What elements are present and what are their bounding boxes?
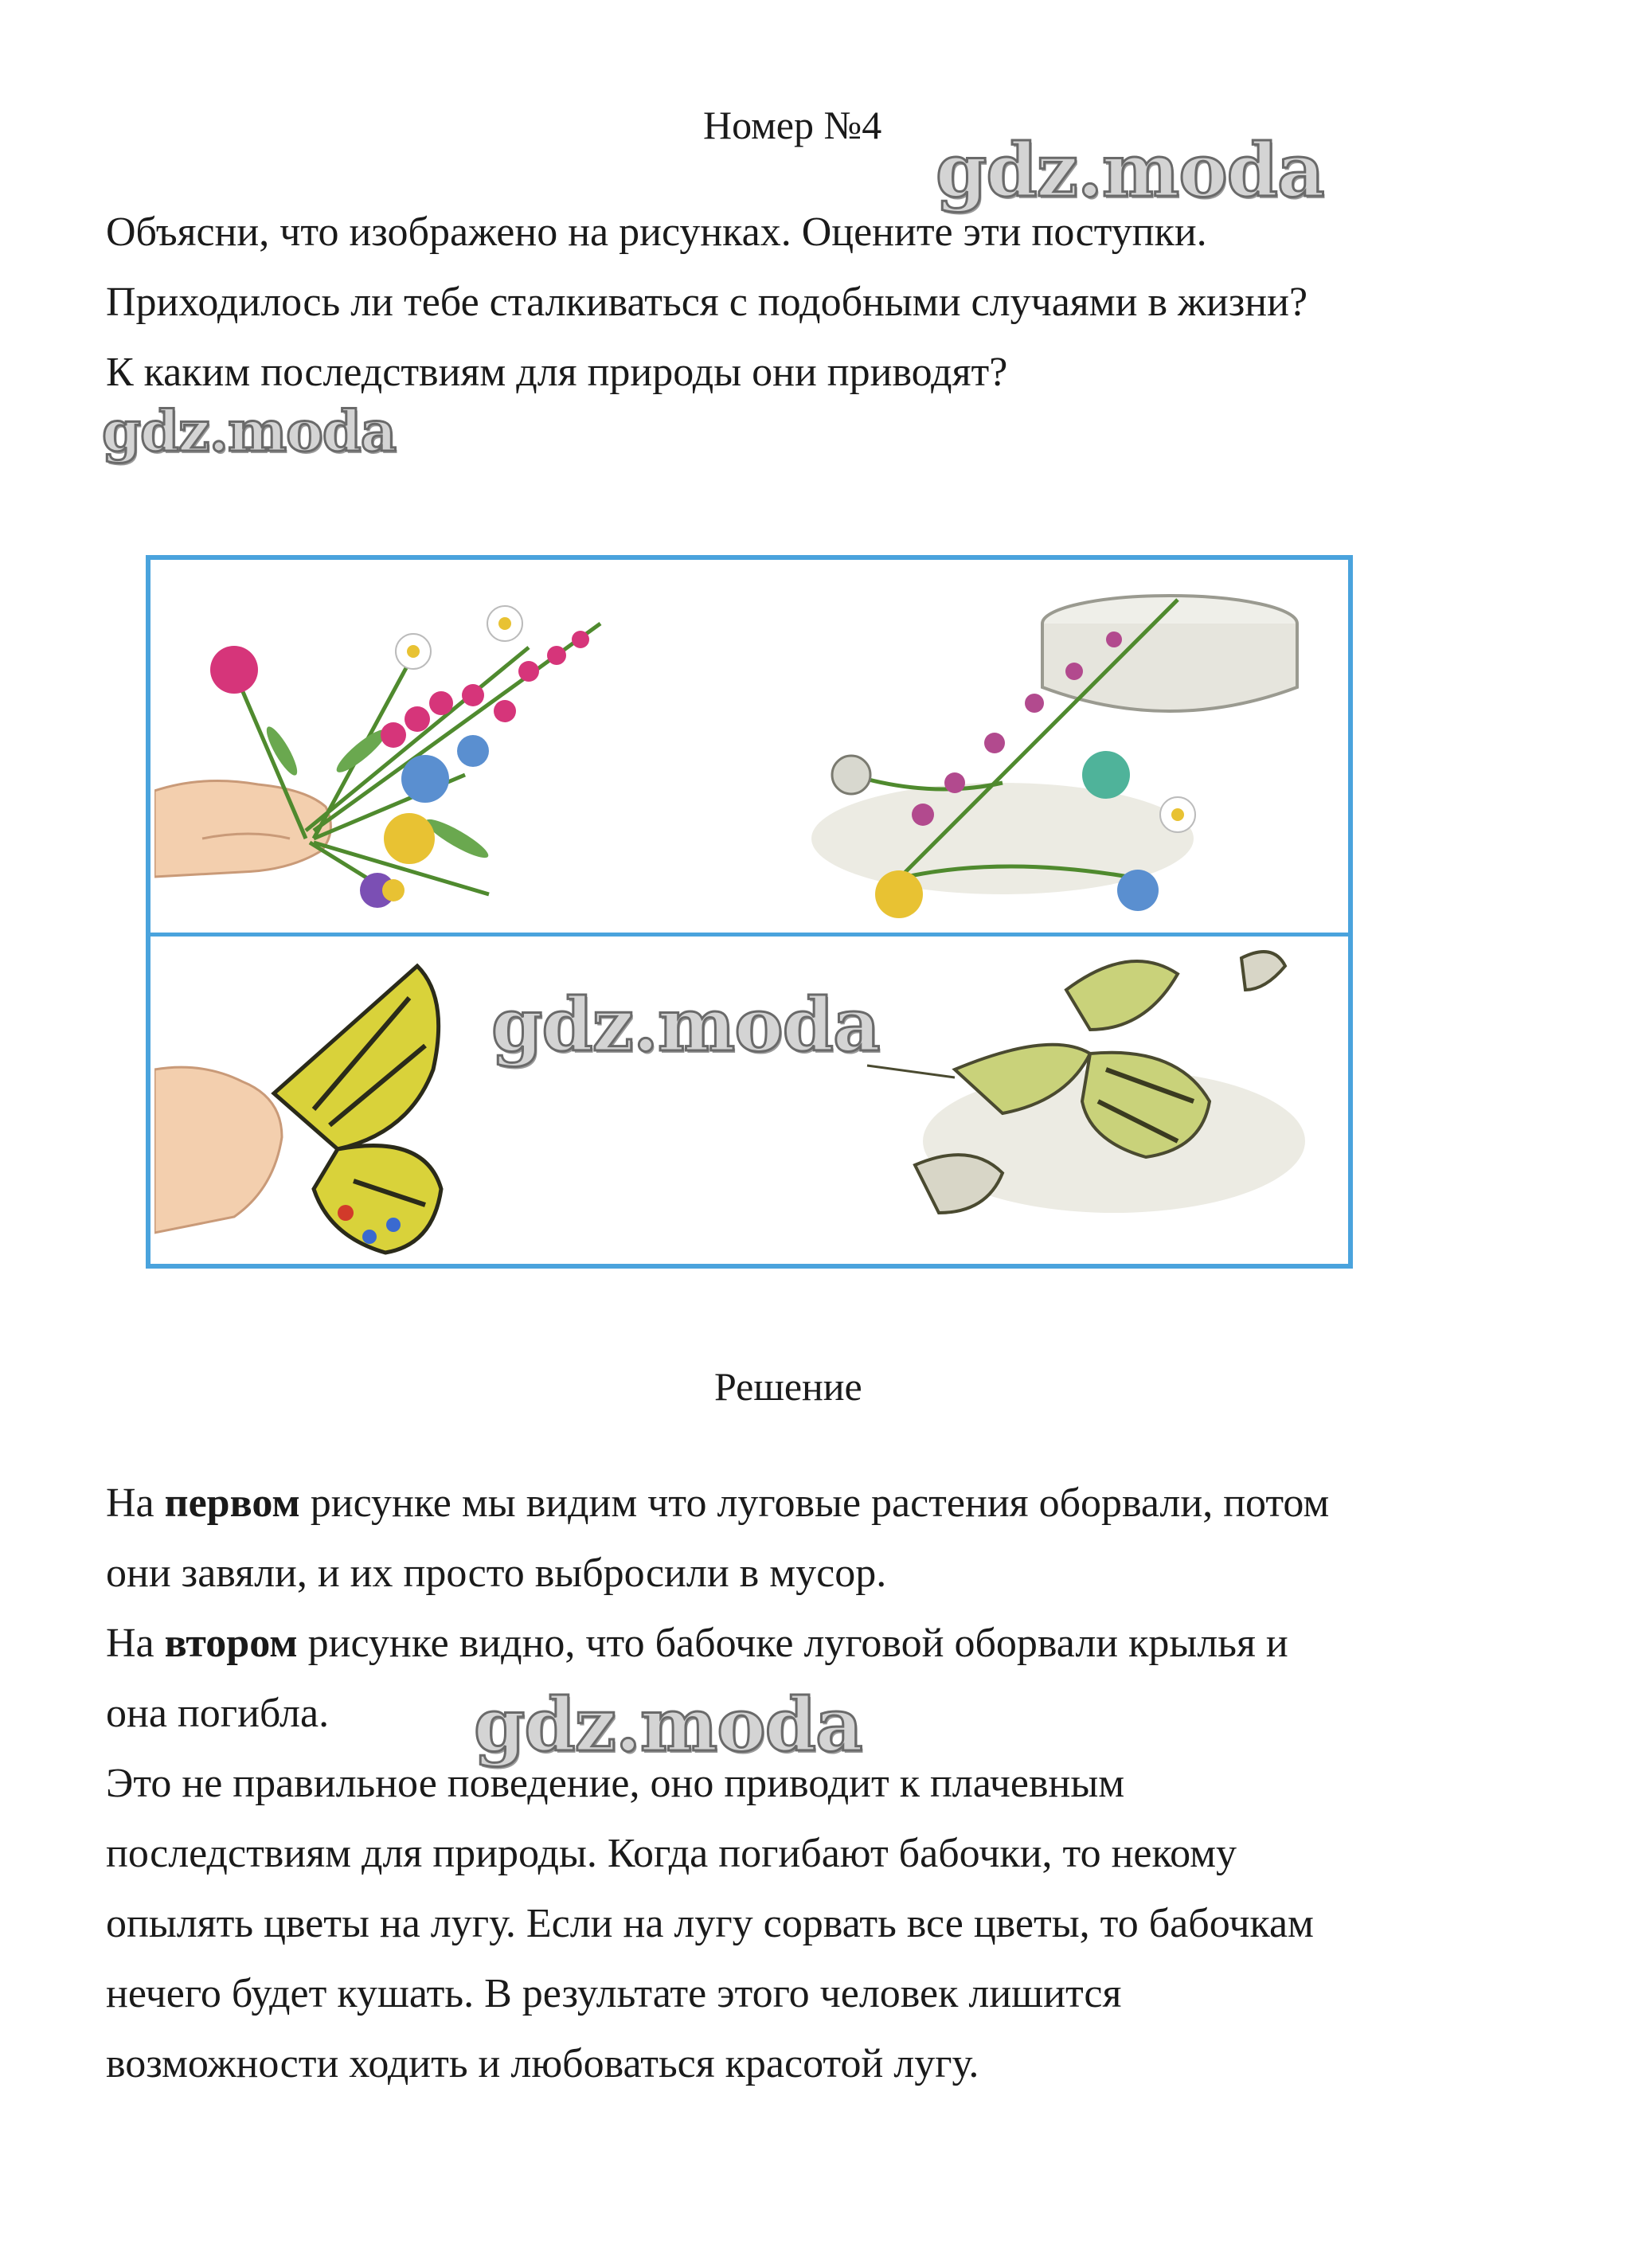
watermark: gdz.moda	[474, 1682, 862, 1768]
wilted-flowers-image	[803, 576, 1353, 926]
task-line: Приходилось ли тебе сталкиваться с подобными случаями в жизни?	[106, 280, 1308, 325]
solution-line: На первом рисунке мы видим что луговые растения оборвали, потом	[106, 1480, 1330, 1526]
solution-line: они завяли, и их просто выбросили в мусор.	[106, 1550, 887, 1596]
solution-line: она погибла.	[106, 1691, 330, 1736]
torn-butterfly-image	[827, 942, 1353, 1261]
solution-title: Решение	[714, 1364, 862, 1409]
solution-line: последствиям для природы. Когда погибают бабочки, то некому	[106, 1831, 1237, 1876]
solution-line: нечего будет кушать. В результате этого человек лишится	[106, 1971, 1122, 2016]
solution-line: опылять цветы на лугу. Если на лугу сорвать все цветы, то бабочкам	[106, 1901, 1314, 1946]
watermark: gdz.moda	[491, 982, 880, 1068]
watermark: gdz.moda	[936, 127, 1324, 213]
task-line: Объясни, что изображено на рисунках. Оцените эти поступки.	[106, 209, 1207, 255]
illustration-divider	[150, 933, 1348, 937]
task-line: К каким последствиям для природы они приводят?	[106, 350, 1008, 395]
bouquet-in-hand-image	[154, 576, 728, 926]
watermark: gdz.moda	[102, 398, 397, 464]
solution-line: возможности ходить и любоваться красотой лугу.	[106, 2041, 979, 2086]
solution-line: На втором рисунке видно, что бабочке луговой оборвали крылья и	[106, 1621, 1288, 1666]
solution-line: Это не правильное поведение, оно приводит к плачевным	[106, 1761, 1125, 1806]
illustration-frame	[146, 555, 1353, 1269]
page-title: Номер №4	[703, 103, 882, 147]
